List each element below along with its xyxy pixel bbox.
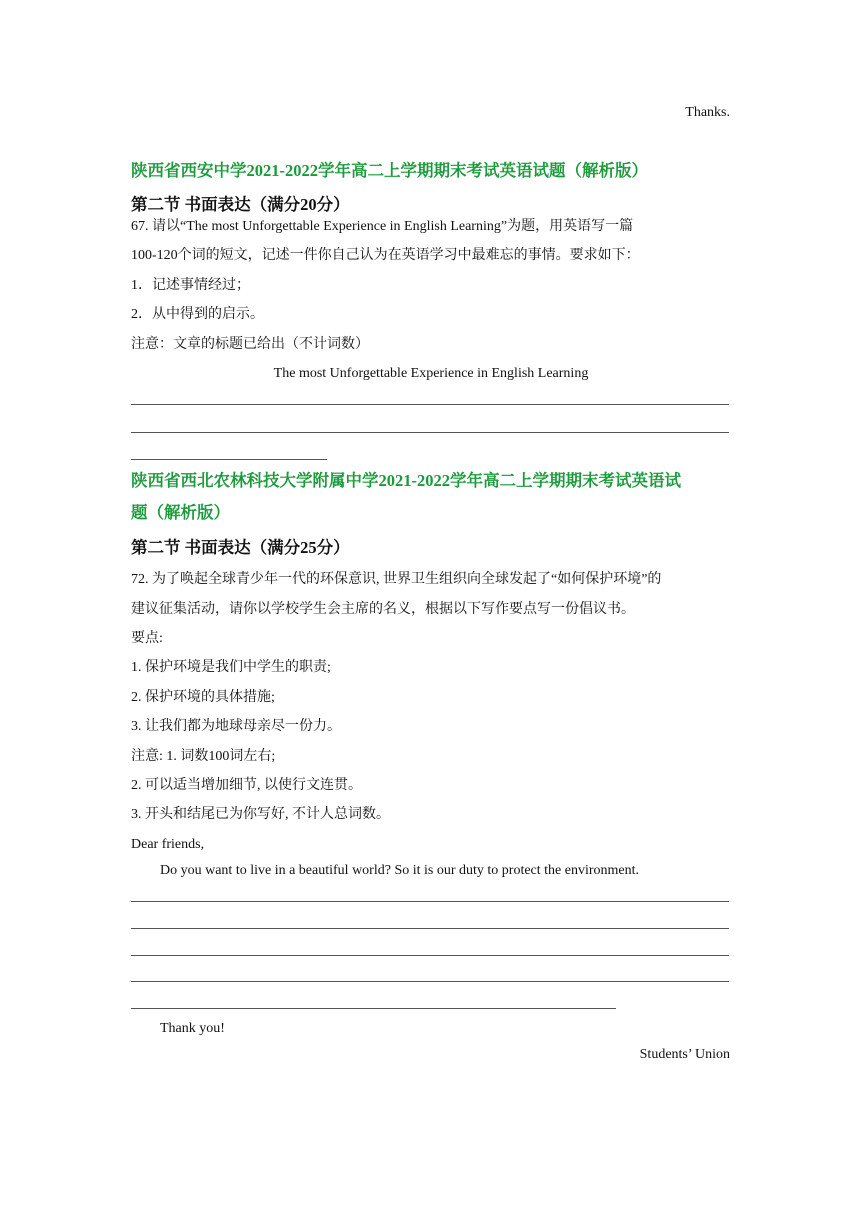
answer-line [131,459,327,460]
answer-line [131,432,729,433]
part1-section-title: 第二节 书面表达（满分20分） [131,195,350,214]
part2-note-1: 注意: 1. 词数100词左右; [131,749,276,764]
part1-requirement-1: 1．记述事情经过； [131,278,250,293]
part2-note-2: 2. 可以适当增加细节, 以使行文连贯。 [131,778,362,793]
part2-opening: Do you want to live in a beautiful world? So it is our duty to protect the environment. [160,863,640,878]
part1-requirement-2: 2．从中得到的启示。 [131,307,264,322]
part2-note-3: 3. 开头和结尾已为你写好, 不计人总词数。 [131,807,390,822]
answer-line [131,901,729,902]
part2-heading-line1: 陕西省西北农林科技大学附属中学2021-2022学年高二上学期期末考试英语试 [131,471,681,490]
part1-essay-title: The most Unforgettable Experience in English Learning [273,366,589,381]
part2-section-title: 第二节 书面表达（满分25分） [131,538,350,557]
answer-line [131,1008,616,1009]
part2-closing: Thank you! [160,1021,225,1036]
part1-prompt-line1: 67. 请以“The most Unforgettable Experience in English Learning”为题，用英语写一篇 [131,219,634,234]
answer-line [131,955,729,956]
part2-prompt-line2: 建议征集活动，请你以学校学生会主席的名义，根据以下写作要点写一份倡议书。 [131,602,635,617]
part1-prompt-line2: 100-120个词的短文，记述一件你自己认为在英语学习中最难忘的事情。要求如下： [131,248,640,263]
part2-point-2: 2. 保护环境的具体措施; [131,690,275,705]
answer-line [131,404,729,405]
part1-note: 注意：文章的标题已给出（不计词数） [131,337,369,352]
part2-heading-line2: 题（解析版） [131,503,230,522]
answer-line [131,981,729,982]
part2-signature: Students’ Union [639,1047,730,1062]
part2-point-1: 1. 保护环境是我们中学生的职责; [131,660,331,675]
answer-line [131,928,729,929]
top-closing: Thanks. [685,105,730,120]
part2-prompt-line1: 72. 为了唤起全球青少年一代的环保意识, 世界卫生组织向全球发起了“如何保护环境”的 [131,572,662,587]
part2-salutation: Dear friends, [131,837,205,852]
part2-point-3: 3. 让我们都为地球母亲尽一份力。 [131,719,341,734]
part2-points-label: 要点: [131,631,163,646]
part1-heading: 陕西省西安中学2021-2022学年高二上学期期末考试英语试题（解析版） [131,161,648,180]
